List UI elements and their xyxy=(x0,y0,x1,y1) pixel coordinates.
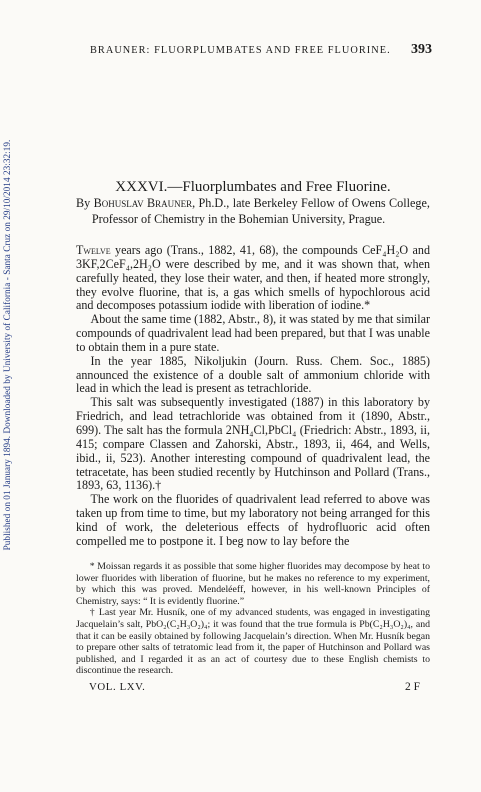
body-text xyxy=(76,244,430,549)
paragraph-1-text: years ago (Trans., 1882, 41, 68), the compounds CeF₄H₂O and 3KF,2CeF₄,2H₂O were described by me, and it was shown that, when carefully heated, they lose their water, and then, if heated more strongly, they evolve fluorine, that is, a gas which smells of hypochlorous acid and decomposes potassium iodide with liberation of iodine.* xyxy=(76,243,430,313)
volume-label: VOL. LXV. xyxy=(89,681,146,693)
page-footer xyxy=(76,681,430,697)
citation-sidebar xyxy=(1,60,13,630)
running-head: BRAUNER: FLUORPLUMBATES AND FREE FLUORINE. xyxy=(90,45,391,56)
footnotes xyxy=(76,561,430,677)
page-header xyxy=(74,43,432,59)
paragraph-5: The work on the fluorides of quadrivalent lead referred to above was taken up from time to time, but my laboratory not being arranged for this kind of work, the deleterious effects of hydrofluoric acid often compelled me to postpone it. I beg now to lay before the xyxy=(76,492,430,548)
byline-affiliation: , Ph.D., late Berkeley Fellow of Owens College, Professor of Chemistry in the Bohemian University, Prague. xyxy=(91,196,430,226)
paragraph-4: This salt was subsequently investigated (1887) in this laboratory by Friedrich, and lead tetrachloride was obtained from it (1890, Abstr., 699). The salt has the formula 2NH₄Cl,PbCl₄ (Friedrich: Abstr., 1893, ii, 415; compare Classen and Zahorski, Abstr., 1893, ii, 464, and Wells, ibid., ii, 523). Another interesting compound of quadrivalent lead, the tetracetate, has been studied recently by Hutchinson and Pollard (Trans., 1893, 63, 1136).† xyxy=(76,395,430,493)
paragraph-2: About the same time (1882, Abstr., 8), it was stated by me that similar compounds of quadrivalent lead had been prepared, but that I was unable to obtain them in a pure state. xyxy=(76,312,430,354)
byline xyxy=(76,196,430,227)
citation-text[interactable]: Published on 01 January 1894. Downloaded by University of California - Santa Cruz on 29/10/2014 23:32:19. xyxy=(2,139,12,551)
article-title: XXXVI.—Fluorplumbates and Free Fluorine. xyxy=(115,179,391,195)
page-number: 393 xyxy=(411,42,432,57)
paragraph-3: In the year 1885, Nikoljukin (Journ. Russ. Chem. Soc., 1885) announced the existence of a double salt of ammonium chloride with lead in which the lead is present as tetrachloride. xyxy=(76,353,430,396)
footnote-2: † Last year Mr. Husník, one of my advanced students, was engaged in investigating Jacquelain’s salt, PbO₂(C₂H₃O₂)₄; it was found that the true formula is Pb(C₂H₃O₂)₄, and that it can be easily obtained by following Jacquelain’s direction. When Mr. Husník began to prepare other salts of tetratomic lead from it, the paper of Hutchinson and Pollard was published, and I regarded it as an act of courtesy due to these English chemists to discontinue the research. xyxy=(76,607,430,677)
signature-mark: 2 F xyxy=(404,681,420,693)
paragraph-1-lead: Twelve xyxy=(76,243,111,257)
author-name: Bohuslav Brauner xyxy=(93,196,193,210)
paragraph-1 xyxy=(76,244,430,313)
byline-prefix: By xyxy=(76,196,94,210)
footnote-1: * Moissan regards it as possible that some higher fluorides may decompose by heat to lower fluorides with liberation of fluorine, but he makes no reference to my experiment, by which this was proved. Mendeléeff, however, in his well-known Principles of Chemistry, says: “ It is evidently fluorine.” xyxy=(76,561,430,607)
